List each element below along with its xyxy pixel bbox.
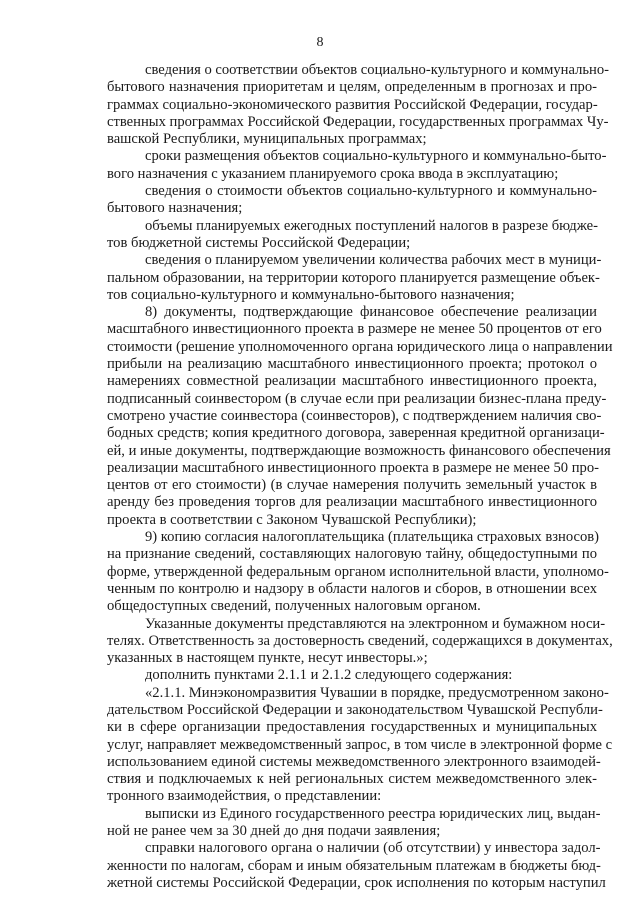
text-line: стоимости (решение уполномоченного органа юридического лица о направлении	[107, 338, 613, 355]
text-line: прибыли на реализацию масштабного инвестиционного проекта; протокол о	[107, 356, 597, 373]
text-line: «2.1.1. Минэкономразвития Чувашии в порядке, предусмотренном законо-	[145, 684, 609, 701]
text-line: вашской Республики, муниципальных программах;	[107, 131, 427, 148]
paragraph	[107, 304, 613, 529]
text-line: на признание сведений, составляющих налоговую тайну, общедоступными по	[107, 546, 597, 563]
text-line: 8) документы, подтверждающие финансовое обеспечение реализации	[145, 304, 597, 321]
text-line: сведения о стоимости объектов социально-культурного и коммунально-	[145, 183, 597, 200]
text-line: подписанный соинвестором (в случае если при реализации бизнес-плана преду-	[107, 390, 607, 407]
text-line: ной не ранее чем за 30 дней до дня подачи заявления;	[107, 823, 441, 840]
text-line: услуг, направляет межведомственный запрос, в том числе в электронной форме с	[107, 736, 613, 753]
text-line: ченным по контролю и надзору в области налогов и сборов, в отношении всех	[107, 580, 597, 597]
text-line: пальном образовании, на территории которого планируется размещение объек-	[107, 269, 600, 286]
document-body	[107, 62, 613, 892]
text-line: проекта в соответствии с Законом Чувашской Республики);	[107, 511, 477, 528]
text-line: общедоступных сведений, полученных налоговым органом.	[107, 598, 481, 615]
paragraph	[107, 684, 613, 806]
paragraph	[107, 218, 597, 253]
paragraph	[107, 529, 609, 615]
text-line: указанных в настоящем пункте, несут инвесторы.»;	[107, 650, 428, 667]
paragraph	[107, 62, 609, 148]
paragraph	[107, 615, 613, 668]
paragraph	[107, 183, 597, 218]
text-line: реализации масштабного инвестиционного проекта в размере не менее 50 про-	[107, 459, 599, 476]
paragraph	[107, 805, 601, 841]
text-line: бытового назначения;	[107, 200, 243, 217]
text-line: телях. Ответственность за достоверность сведений, содержащихся в документах,	[107, 632, 613, 649]
text-line: ственных программах Российской Федерации, государственных программах Чу-	[107, 113, 609, 130]
text-line: бодных средств; копия кредитного договора, заверенная кредитной организаци-	[107, 425, 605, 442]
text-line: центов от его стоимости) (в случае намерения получить земельный участок в	[107, 477, 597, 494]
text-line: ки в сфере организации предоставления государственных и муниципальных	[107, 719, 597, 736]
text-line: использованием единой системы межведомственного электронного взаимодей-	[107, 753, 601, 770]
text-line: дательством Российской Федерации и законодательством Чувашской Республи-	[107, 701, 603, 718]
text-line: Указанные документы представляются на электронном и бумажном носи-	[145, 615, 606, 632]
text-line: дополнить пунктами 2.1.1 и 2.1.2 следующего содержания:	[145, 667, 513, 684]
text-line: объемы планируемых ежегодных поступлений налогов в разрезе бюдже-	[145, 217, 598, 234]
text-line: сведения о соответствии объектов социально-культурного и коммунально-	[145, 62, 609, 78]
text-line: форме, утвержденной федеральным органом исполнительной власти, уполномо-	[107, 563, 609, 580]
paragraph	[107, 840, 606, 892]
text-line: справки налогового органа о наличии (об отсутствии) у инвестора задол-	[145, 840, 601, 857]
text-line: бытового назначения приоритетам и целям, определенным в прогнозах и про-	[107, 79, 597, 96]
text-line: выписки из Единого государственного реестра юридических лиц, выдан-	[145, 805, 601, 822]
text-line: женности по налогам, сборам и иным обязательным платежам в бюджеты бюд-	[107, 857, 601, 874]
text-line: граммах социально-экономического развития Российской Федерации, государ-	[107, 96, 598, 113]
text-line: смотрено участие соинвестора (соинвесторов), с подтверждением наличия сво-	[107, 407, 602, 424]
text-line: масштабного инвестиционного проекта в размере не менее 50 процентов от его	[107, 321, 602, 338]
text-line: сроки размещения объектов социально-культурного и коммунально-быто-	[145, 148, 607, 165]
paragraph	[107, 148, 607, 183]
page-number: 8	[316, 35, 324, 50]
text-line: сведения о планируемом увеличении количества рабочих мест в муници-	[145, 252, 602, 269]
text-line: ствия и подключаемых к ней региональных систем межведомственного элек-	[107, 771, 597, 788]
text-line: аренду без проведения торгов для реализации масштабного инвестиционного	[107, 494, 597, 511]
text-line: тронного взаимодействия, о представлении:	[107, 788, 382, 805]
text-line: намерениях совместной реализации масштабного инвестиционного проекта,	[107, 373, 597, 390]
text-line: 9) копию согласия налогоплательщика (плательщика страховых взносов)	[145, 529, 600, 546]
paragraph	[107, 252, 602, 304]
text-line: вого назначения с указанием планируемого срока ввода в эксплуатацию;	[107, 165, 559, 182]
text-line: тов бюджетной системы Российской Федерации;	[107, 234, 411, 251]
paragraph	[107, 667, 597, 684]
text-line: тов социально-культурного и коммунально-бытового назначения;	[107, 286, 515, 303]
text-line: жетной системы Российской Федерации, срок исполнения по которым наступил	[107, 874, 606, 891]
text-line: ей, и иные документы, подтверждающие возможность финансового обеспечения	[107, 442, 611, 459]
